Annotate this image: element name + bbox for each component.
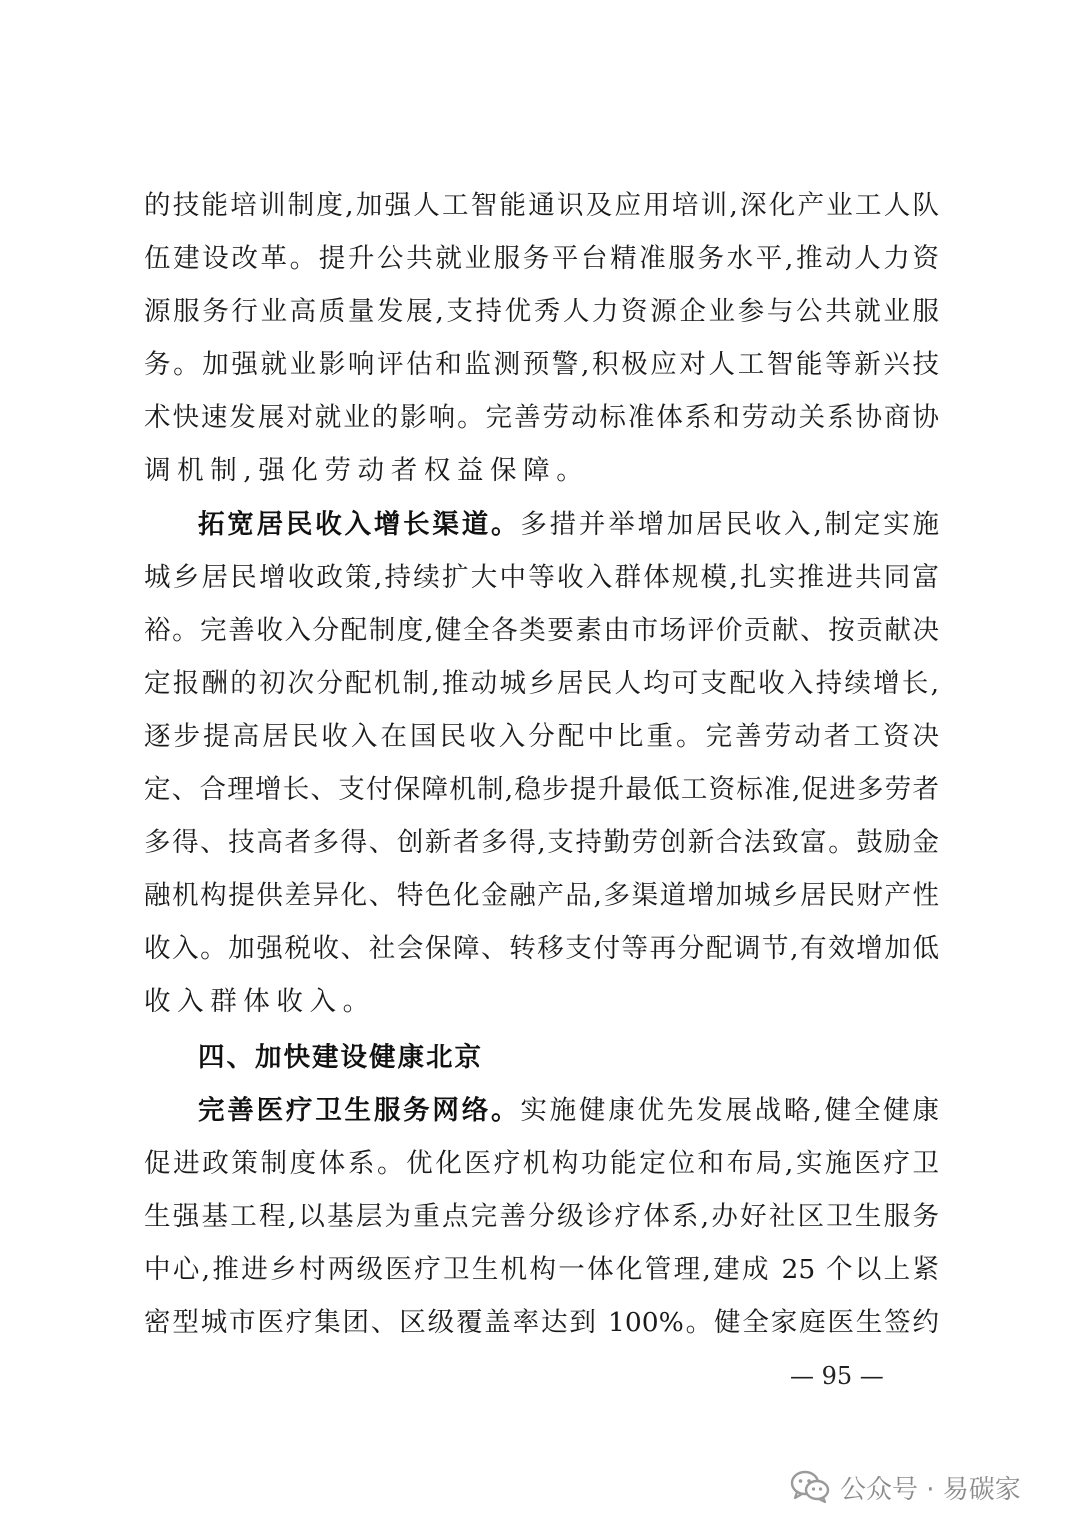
watermark [790, 1467, 1021, 1507]
body-text-line: 裕。完善收入分配制度,健全各类要素由市场评价贡献、按贡献决 [144, 615, 939, 646]
body-text-line: 定、合理增长、支付保障机制,稳步提升最低工资标准,促进多劳者 [144, 774, 939, 805]
body-text-line: 的技能培训制度,加强人工智能通识及应用培训,深化产业工人队 [144, 190, 939, 221]
paragraph-text: 多措并举增加居民收入,制定实施 [520, 509, 939, 540]
wechat-icon [790, 1470, 830, 1504]
paragraph-text: 实施健康优先发展战略,健全健康 [520, 1095, 939, 1126]
body-text-line: 收入。加强税收、社会保障、转移支付等再分配调节,有效增加低 [144, 933, 939, 964]
body-text-line: 逐步提高居民收入在国民收入分配中比重。完善劳动者工资决 [144, 721, 939, 752]
body-text-line: 源服务行业高质量发展,支持优秀人力资源企业参与公共就业服 [144, 296, 939, 327]
body-text-line: 定报酬的初次分配机制,推动城乡居民人均可支配收入持续增长, [144, 668, 939, 699]
body-text-line: 密型城市医疗集团、区级覆盖率达到 100%。健全家庭医生签约 [144, 1307, 939, 1338]
paragraph-first-line [198, 1091, 939, 1131]
body-text-line: 城乡居民增收政策,持续扩大中等收入群体规模,扎实推进共同富 [144, 562, 939, 593]
body-text-line: 收入群体收入。 [144, 986, 376, 1017]
body-text-line: 中心,推进乡村两级医疗卫生机构一体化管理,建成 25 个以上紧 [144, 1254, 939, 1285]
page-number: — 95 — [790, 1362, 884, 1390]
body-text-line: 促进政策制度体系。优化医疗机构功能定位和布局,实施医疗卫 [144, 1148, 939, 1179]
body-text-line: 调机制,强化劳动者权益保障。 [144, 455, 590, 486]
body-text-line: 务。加强就业影响评估和监测预警,积极应对人工智能等新兴技 [144, 349, 939, 380]
paragraph-first-line [198, 505, 939, 545]
body-text-line: 伍建设改革。提升公共就业服务平台精准服务水平,推动人力资 [144, 243, 939, 274]
body-text-line: 术快速发展对就业的影响。完善劳动标准体系和劳动关系协商协 [144, 402, 939, 433]
watermark-account-name: 公众号 · 易碳家 [840, 1474, 1021, 1505]
section-heading: 四、加快建设健康北京 [198, 1042, 483, 1073]
body-text-line: 多得、技高者多得、创新者多得,支持勤劳创新合法致富。鼓励金 [144, 827, 939, 858]
body-text-line: 融机构提供差异化、特色化金融产品,多渠道增加城乡居民财产性 [144, 880, 939, 911]
paragraph-lead-heading: 拓宽居民收入增长渠道。 [198, 509, 521, 540]
paragraph-lead-heading: 完善医疗卫生服务网络。 [198, 1095, 521, 1126]
body-text-line: 生强基工程,以基层为重点完善分级诊疗体系,办好社区卫生服务 [144, 1201, 939, 1232]
